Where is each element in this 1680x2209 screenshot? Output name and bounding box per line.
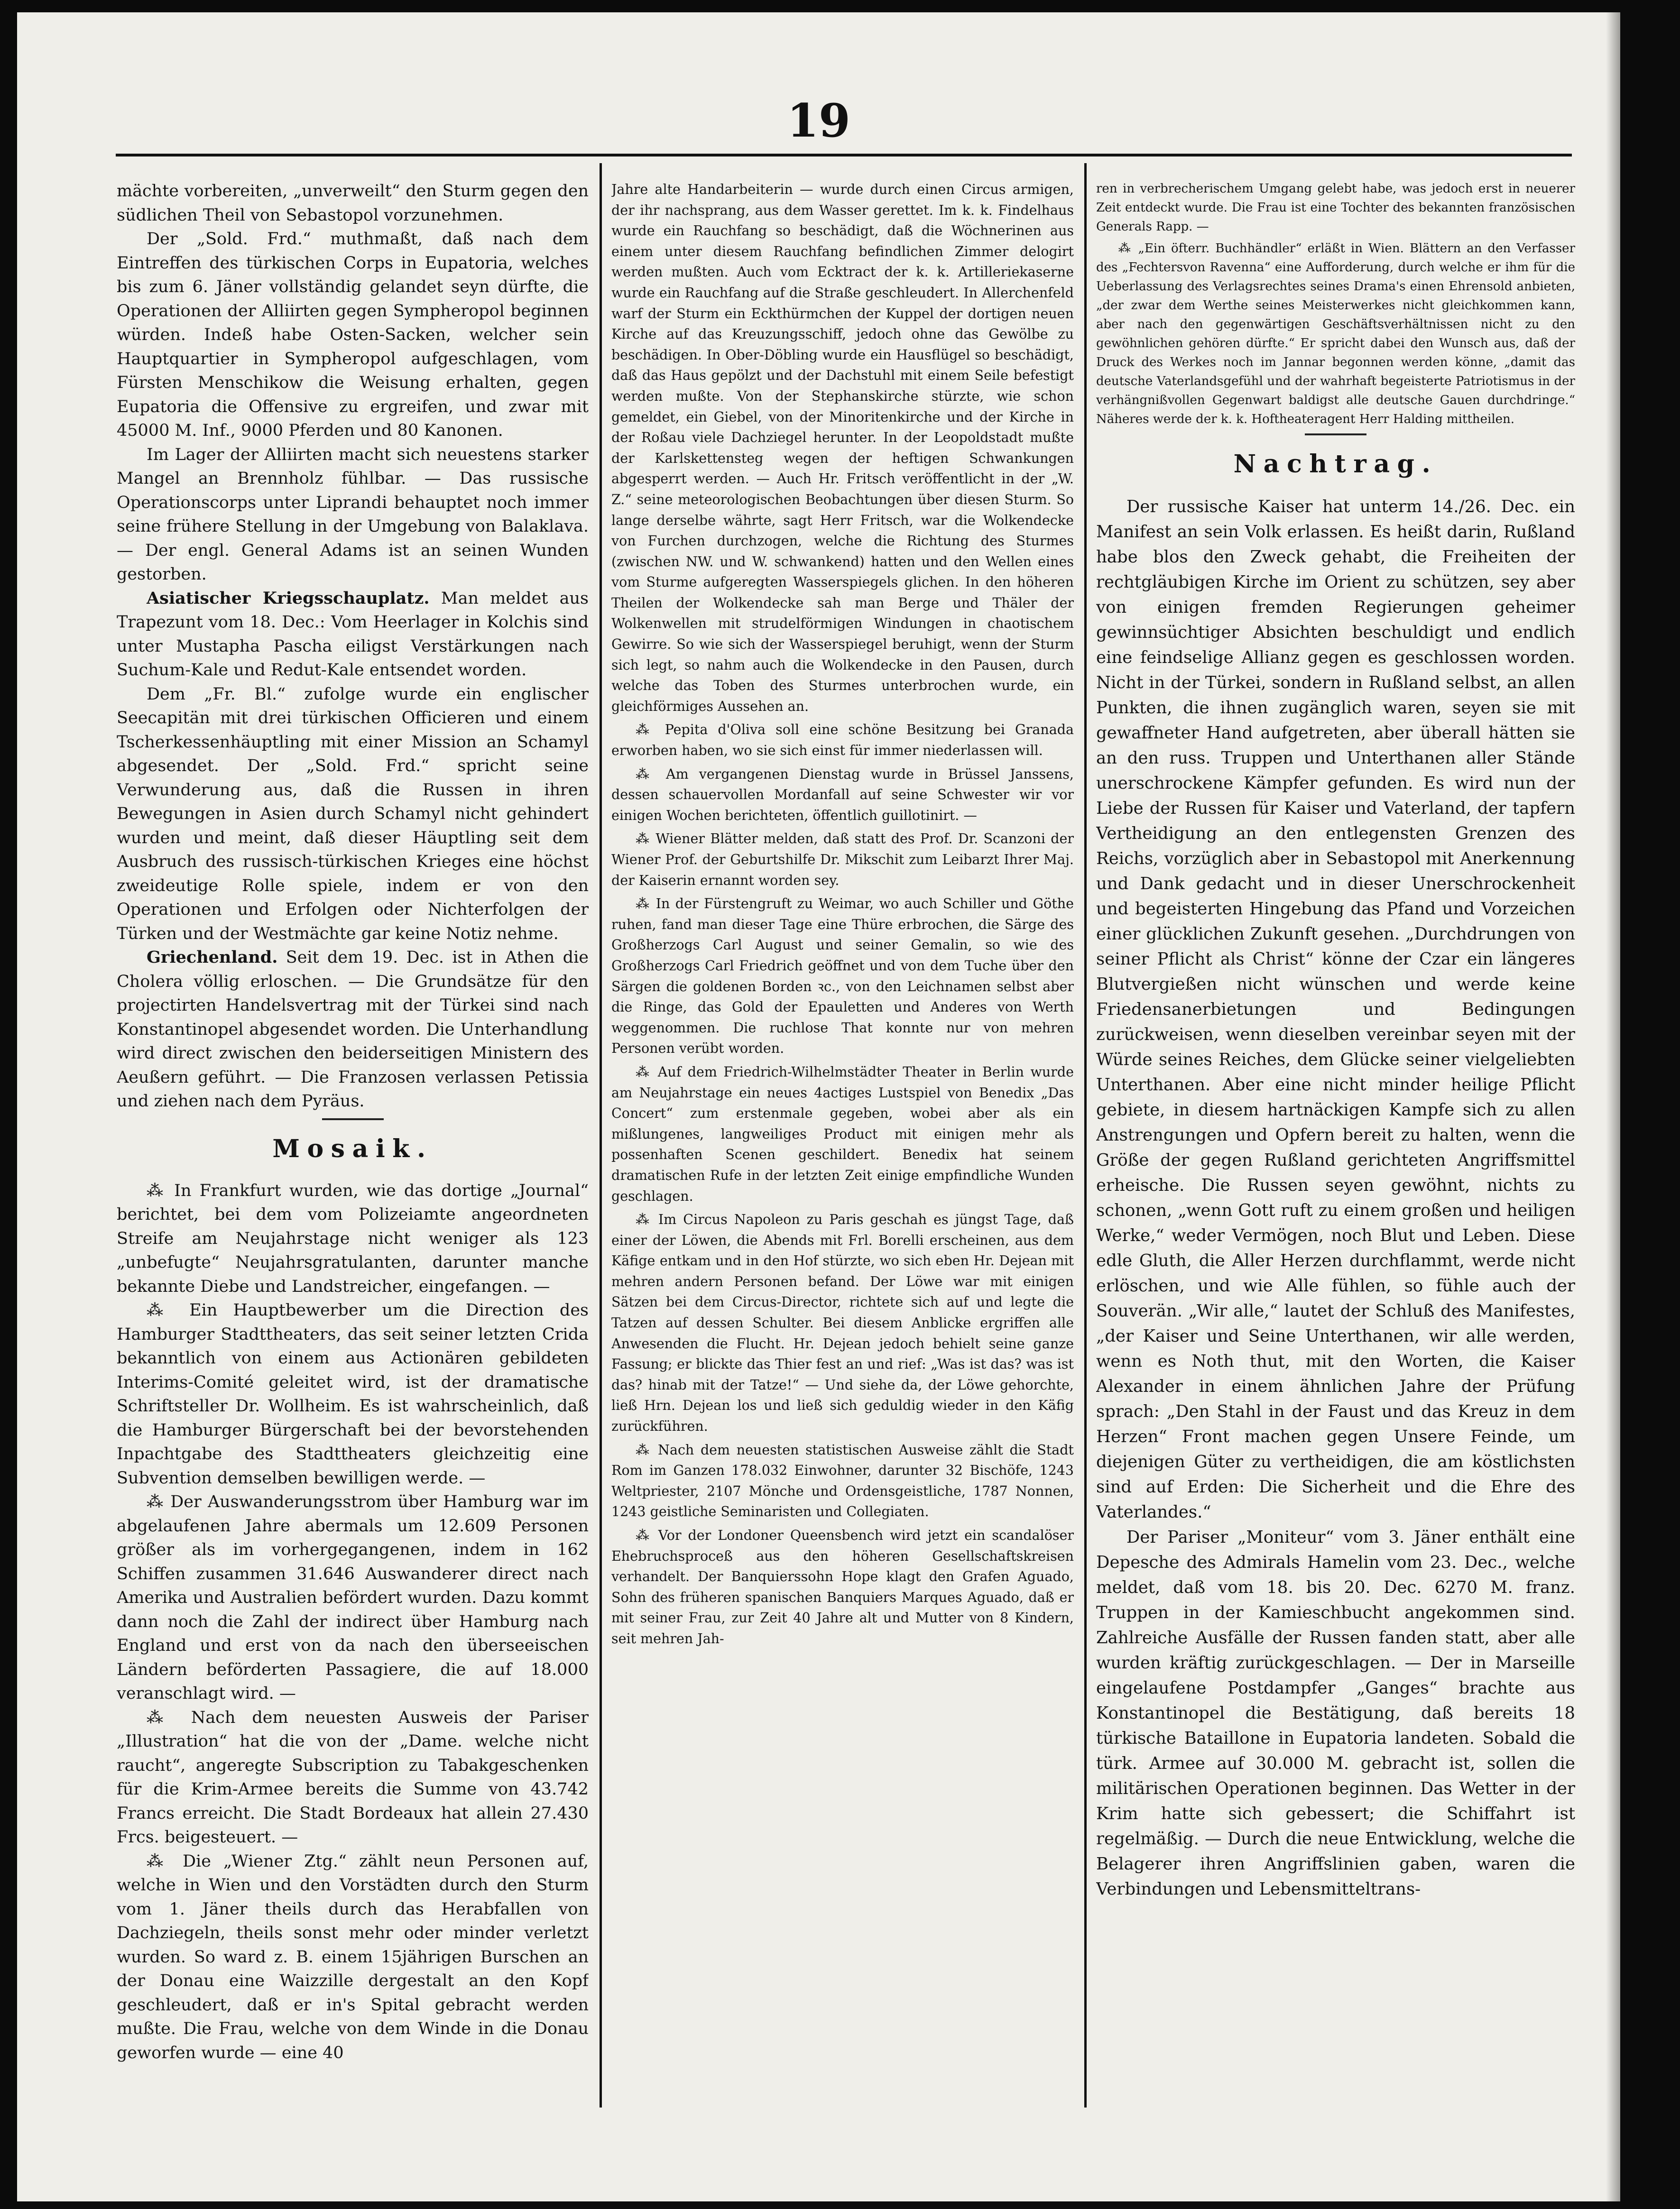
news-item: ren in verbrecherischem Umgang gelebt habe, was jedoch erst in neuerer Zeit entdeckt wurde. Die Frau ist eine Tochter des bekannten französischen Generals Rapp. —	[1096, 182, 1575, 234]
section-text: Seit dem 19. Dec. ist in Athen die Cholera völlig erloschen. — Die Grundsätze für den projectirten Handelsvertrag mit der Türkei sind nach Konstantinopel abgesendet worden. Die Unterhandlung wird direct zwischen den beiderseitigen Ministern des Aeußern geführt. — Die Franzosen verlassen Petissia und ziehen nach dem Pyräus.	[117, 948, 589, 1111]
news-item: ⁂ „Ein öfterr. Buchhändler“ erläßt in Wien. Blättern an den Verfasser des „Fechtersvon Ravenna“ eine Aufforderung, durch welche er ihm für die Ueberlassung des Verlagsrechtes seines Drama's einen Ehrensold anbieten, „der zwar dem Werthe seines Meisterwerkes nicht gleichkommen kann, aber nach den gegenwärtigen Geschäftsverhältnissen nicht zu den gewöhnlichen gehören dürfte.“ Er spricht dabei den Wunsch aus, daß der Druck des Werkes noch im Jannar begonnen werden könne, „damit das deutsche Vaterlandsgefühl und der wahrhaft begeisterte Patriotismus in der verhängnißvollen Gegenwart baldigst alle deutsche Gauen durchdringe.“ Näheres werde der k. k. Hoftheateragent Herr Halding mittheilen.	[1096, 241, 1575, 426]
newspaper-page	[17, 12, 1620, 2201]
news-item: ⁂ Am vergangenen Dienstag wurde in Brüssel Janssens, dessen schauervollen Mordanfall auf seine Schwester wir vor einigen Wochen berichteten, öffentlich guillotinirt. —	[611, 766, 1074, 823]
news-item: ⁂ In Frankfurt wurden, wie das dortige „Journal“ berichtet, bei dem vom Polizeiamte angeordneten Streife am Neujahrstage nicht weniger als 123 „unbefugte“ Neujahrsgratulanten, darunter manche bekannte Diebe und Landstreicher, eingefangen. —	[117, 1181, 589, 1296]
article-paragraph	[117, 946, 589, 1114]
page-number: 19	[787, 94, 850, 147]
column-left	[117, 179, 589, 2124]
section-title-greece: Griechenland.	[147, 948, 278, 967]
article-paragraph: Im Lager der Alliirten macht sich neuestens starker Mangel an Brennholz fühlbar. — Das russische Operationscorps unter Liprandi behauptet noch immer seine frühere Stellung in der Umgebung von Balaklava. — Der engl. General Adams ist an seinen Wunden gestorben.	[117, 445, 589, 584]
article-paragraph: Der russische Kaiser hat unterm 14./26. Dec. ein Manifest an sein Volk erlassen. Es heißt darin, Rußland habe blos den Zweck gehabt, die Freiheiten der rechtgläubigen Kirche im Orient zu schützen, sey aber von einigen fremden Regierungen geheimer gewinnsüchtiger Absichten beschuldigt und endlich eine feindselige Allianz gegen es geschlossen worden. Nicht in der Türkei, sondern in Rußland selbst, an allen Punkten, die ihnen zugänglich waren, seyen sie mit gewaffneter Hand aufgetreten, aber überall hätten sie an den russ. Truppen und Unterthanen aller Stände unerschrockene Kämpfer gefunden. Es wird nun der Liebe der Russen für Kaiser und Vaterland, der tapfern Vertheidigung an den entlegensten Grenzen des Reichs, vorzüglich aber in Sebastopol mit Anerkennung und Dank gedacht und in dieser Unerschrockenheit und begeisterten Hingebung das Pfand und Vorzeichen einer glücklichen Zukunft gesehen. „Durchdrungen von seiner Pflicht als Christ“ könne der Czar ein längeres Blutvergießen nicht wünschen und werde keine Friedensanerbietungen und Bedingungen zurückweisen, wenn dieselben vereinbar seyen mit der Würde seines Reiches, dem Glücke seiner vielgeliebten Unterthanen. Aber eine nicht minder heilige Pflicht gebiete, in diesem hartnäckigen Kampfe sich zu allen Anstrengungen und Opfern bereit zu halten, wenn die Größe der gegen Rußland gerichteten Angriffsmittel erheische. Die Russen seyen gewöhnt, nichts zu schonen, „wenn Gott ruft zu einem großen und heiligen Werke,“ weder Vermögen, noch Blut und Leben. Diese edle Gluth, die Aller Herzen durchflammt, werde nicht erlöschen, und wie Alle fühlen, so fühle auch der Souverän. „Wir alle,“ lautet der Schluß des Manifestes, „der Kaiser und Seine Unterthanen, wir alle werden, wenn es Noth thut, mit den Worten, die Kaiser Alexander in einem ähnlichen Jahre der Prüfung sprach: „Den Stahl in der Faust und das Kreuz in dem Herzen“ Front machen gegen Unsere Feinde, um diejenigen Güter zu vertheidigen, die am köstlichsten sind auf Erden: Die Sicherheit und die Ehre des Vaterlandes.“	[1096, 497, 1575, 1522]
news-item: ⁂ Die „Wiener Ztg.“ zählt neun Personen auf, welche in Wien und den Vorstädten durch den Sturm vom 1. Jäner theils durch das Herabfallen von Dachziegeln, theils sonst mehr oder minder verletzt wurden. So ward z. B. einem 15jährigen Burschen an der Donau eine Waizzille dergestalt an den Kopf geschleudert, daß er in's Spital gebracht werden mußte. Die Frau, welche von dem Winde in die Donau geworfen wurde — eine 40	[117, 1851, 589, 2062]
news-item: ⁂ Pepita d'Oliva soll eine schöne Besitzung bei Granada erworben haben, wo sie sich einst für immer niederlassen will.	[611, 722, 1074, 759]
news-item: ⁂ Der Auswanderungsstrom über Hamburg war im abgelaufenen Jahre abermals um 12.609 Personen größer als im vorhergegangenen, indem in 162 Schiffen zusammen 31.646 Auswanderer direct nach Amerika und Australien befördert wurden. Dazu kommt dann noch die Zahl der indirect über Hamburg nach England und erst von da nach den überseeischen Ländern beförderten Passagiere, die auf 18.000 veranschlagt wird. —	[117, 1492, 589, 1703]
right-main-block	[1096, 494, 1575, 1902]
article-paragraph: Der „Sold. Frd.“ muthmaßt, daß nach dem Eintreffen des türkischen Corps in Eupatoria, welches bis zum 6. Jäner vollständig gelandet seyn dürfte, die Operationen der Alliirten gegen Sympheropol beginnen würden. Indeß habe Osten-Sacken, welcher sein Hauptquartier in Sympheropol aufgeschlagen, vom Fürsten Menschikow die Weisung erhalten, gegen Eupatoria die Offensive zu ergreifen, und zwar mit 45000 M. Inf., 9000 Pferden und 80 Kanonen.	[117, 230, 589, 440]
news-item: ⁂ Im Circus Napoleon zu Paris geschah es jüngst Tage, daß einer der Löwen, die Abends mit Frl. Borelli erscheinen, aus dem Käfige entkam und in den Hof stürzte, wo sich eben Hr. Dejean mit mehren andern Personen befand. Der Löwe war mit einigen Sätzen bei dem Circus-Director, richtete sich auf und legte die Tatzen auf dessen Schulter. Bei diesem Anblicke ergriffen alle Anwesenden die Flucht. Hr. Dejean jedoch behielt seine ganze Fassung; er blickte das Thier fest an und rief: „Was ist das? was ist das? hinab mit der Tatze!“ — Und siehe da, der Löwe gehorchte, ließ Hrn. Dejean los und ließ sich geduldig wieder in den Käfig zurückführen.	[611, 1212, 1074, 1435]
news-item: ⁂ Auf dem Friedrich-Wilhelmstädter Theater in Berlin wurde am Neujahrstage ein neues 4actiges Lustspiel von Benedix „Das Concert“ zum erstenmale gegeben, wobei aber als ein mißlungenes, langweiliges Product mit einigen mehr als possenhaften Scenen geschildert. Benedix hat seinem dramatischen Rufe in der letzten Zeit einige empfindliche Wunden geschlagen.	[611, 1064, 1074, 1204]
column-divider-right	[1084, 163, 1087, 2108]
article-paragraph	[117, 587, 589, 682]
section-text: Man meldet aus Trapezunt vom 18. Dec.: Vom Heerlager in Kolchis sind unter Mustapha Pascha eiligst Verstärkungen nach Suchum-Kale und Redut-Kale entsendet worden.	[117, 589, 589, 680]
page-edge-shadow	[1606, 12, 1620, 2201]
news-item: ⁂ In der Fürstengruft zu Weimar, wo auch Schiller und Göthe ruhen, fand man dieser Tage eine Thüre erbrochen, die Särge des Großherzogs Carl August und seiner Gemalin, so wie des Großherzogs Carl Friedrich geöffnet und von dem Tuche über den Särgen die goldenen Borden ꝛc., von den Leichnamen selbst aber die Ringe, das Gold der Epauletten und Anderes von Werth weggenommen. Die ruchlose That konnte nur von mehren Personen verübt worden.	[611, 896, 1074, 1057]
column-right	[1096, 179, 1575, 2124]
right-top-block	[1096, 179, 1575, 429]
divider	[1305, 433, 1366, 435]
article-paragraph: Dem „Fr. Bl.“ zufolge wurde ein englischer Seecapitän mit drei türkischen Officieren und einem Tscherkessenhäuptling mit einer Mission an Schamyl abgesendet. Der „Sold. Frd.“ spricht seine Verwunderung aus, daß die Russen in ihren Bewegungen in Asien durch Schamyl nicht gehindert wurden und meint, daß dieser Häuptling seit dem Ausbruch des russisch-türkischen Krieges eine höchst zweideutige Rolle spiele, indem er von den Operationen und Erfolgen oder Nichterfolgen der Türken und der Westmächte gar keine Notiz nehme.	[117, 684, 589, 943]
news-item: ⁂ Vor der Londoner Queensbench wird jetzt ein scandalöser Ehebruchsproceß aus den höheren Gesellschaftskreisen verhandelt. Der Banquierssohn Hope klagt den Grafen Aguado, Sohn des früheren spanischen Banquiers Marques Aguado, daß er mit seiner Frau, zur Zeit 40 Jahre alt und Mutter von 8 Kindern, seit mehren Jah-	[611, 1528, 1074, 1647]
section-title-asia: Asiatischer Kriegsschauplatz.	[147, 588, 430, 608]
news-item: ⁂ Wiener Blätter melden, daß statt des Prof. Dr. Scanzoni der Wiener Prof. der Geburtshilfe Dr. Mikschit zum Leibarzt Ihrer Maj. der Kaiserin ernannt worden sey.	[611, 831, 1074, 888]
column-middle	[611, 179, 1074, 2124]
news-item: ⁂ Ein Hauptbewerber um die Direction des Hamburger Stadttheaters, das seit seiner letzten Crida bekanntlich von einem aus Actionären gebildeten Interims-Comité geleitet wird, ist der dramatische Schriftsteller Dr. Wollheim. Es ist wahrscheinlich, daß die Hamburger Bürgerschaft bei der bevorstehenden Inpachtgabe des Stadttheaters gleichzeitig eine Subvention demselben bewilligen werde. —	[117, 1301, 589, 1488]
article-paragraph: Der Pariser „Moniteur“ vom 3. Jäner enthält eine Depesche des Admirals Hamelin vom 23. Dec., welche meldet, daß vom 18. bis 20. Dec. 6270 M. franz. Truppen in der Kamieschbucht angekommen sind. Zahlreiche Ausfälle der Russen fanden statt, aber alle wurden kräftig zurückgeschlagen. — Der in Marseille eingelaufene Postdampfer „Ganges“ brachte aus Konstantinopel die Bestätigung, daß bereits 18 türkische Bataillone in Eupatoria landeten. Sobald die türk. Armee auf 30.000 M. gebracht ist, sollen die militärischen Operationen beginnen. Das Wetter in der Krim hatte sich gebessert; die Schiffahrt ist regelmäßig. — Durch die neue Entwicklung, welche die Belagerer ihren Angriffslinien gaben, waren die Verbindungen und Lebensmitteltrans-	[1096, 1528, 1575, 1899]
article-paragraph: mächte vorbereiten, „unverweilt“ den Sturm gegen den südlichen Theil von Sebastopol vorzunehmen.	[117, 182, 589, 225]
header-rule	[116, 154, 1572, 156]
news-item: Jahre alte Handarbeiterin — wurde durch einen Circus armigen, der ihr nachsprang, aus dem Wasser gerettet. Im k. k. Findelhaus wurde ein Rauchfang so beschädigt, daß die Wöchnerinen aus einem unter diesem Rauchfang befindlichen Zimmer delogirt werden mußten. Auch vom Ecktract der k. k. Artilleriekaserne wurde ein Rauchfang auf die Straße geschleudert. In Allerchenfeld warf der Sturm ein Eckthürmchen der Kuppel der dortigen neuen Kirche auf das Kreuzungsschiff, jedoch ohne das Gewölbe zu beschädigen. In Ober-Döbling wurde ein Hausflügel so beschädigt, daß das Haus gepölzt und der Dachstuhl mit einem Seile befestigt werden mußte. Von der Stephanskirche stürzte, wie schon gemeldet, ein Giebel, von der Minoritenkirche und der Kirche in der Roßau viele Dachziegel herunter. In der Leopoldstadt mußte der Karlskettensteg wegen der heftigen Schwankungen abgesperrt werden. — Auch Hr. Fritsch veröffentlicht in der „W. Z.“ seine meteorologischen Beobachtungen über diesen Sturm. So lange derselbe währte, sagt Herr Fritsch, war die Wolkendecke von Furchen durchzogen, welche die Richtung des Sturmes (zwischen NW. und W. schwankend) hatten und den Wellen eines vom Sturme aufgeregten Wasserspiegels glichen. In den höheren Theilen der Wolkendecke sah man Berge und Thäler der Wolkenwellen mit strudelförmigen Windungen in chaotischem Gewirre. So wie sich der Wasserspiegel beruhigt, wenn der Sturm sich legt, so nahm auch die Wolkendecke in den Pausen, durch welche das Toben des Sturmes unterbrochen wurde, ein gleichförmiges Aussehen an.	[611, 182, 1074, 714]
news-item: ⁂ Nach dem neuesten Ausweis der Pariser „Illustration“ hat die von der „Dame. welche nicht raucht“, angeregte Subscription zu Tabakgeschenken für die Krim-Armee bereits die Summe von 43.742 Francs erreicht. Die Stadt Bordeaux hat allein 27.430 Frcs. beigesteuert. —	[117, 1708, 589, 1847]
column-divider-left	[600, 163, 602, 2108]
divider	[322, 1118, 384, 1120]
news-item: ⁂ Nach dem neuesten statistischen Ausweise zählt die Stadt Rom im Ganzen 178.032 Einwohner, darunter 32 Bischöfe, 1243 Weltpriester, 2107 Mönche und Ordensgeistliche, 1787 Nonnen, 1243 geistliche Seminaristen und Collegiaten.	[611, 1442, 1074, 1520]
heading-mosaik: Mosaik.	[272, 1134, 433, 1163]
heading-nachtrag: Nachtrag.	[1233, 450, 1438, 479]
